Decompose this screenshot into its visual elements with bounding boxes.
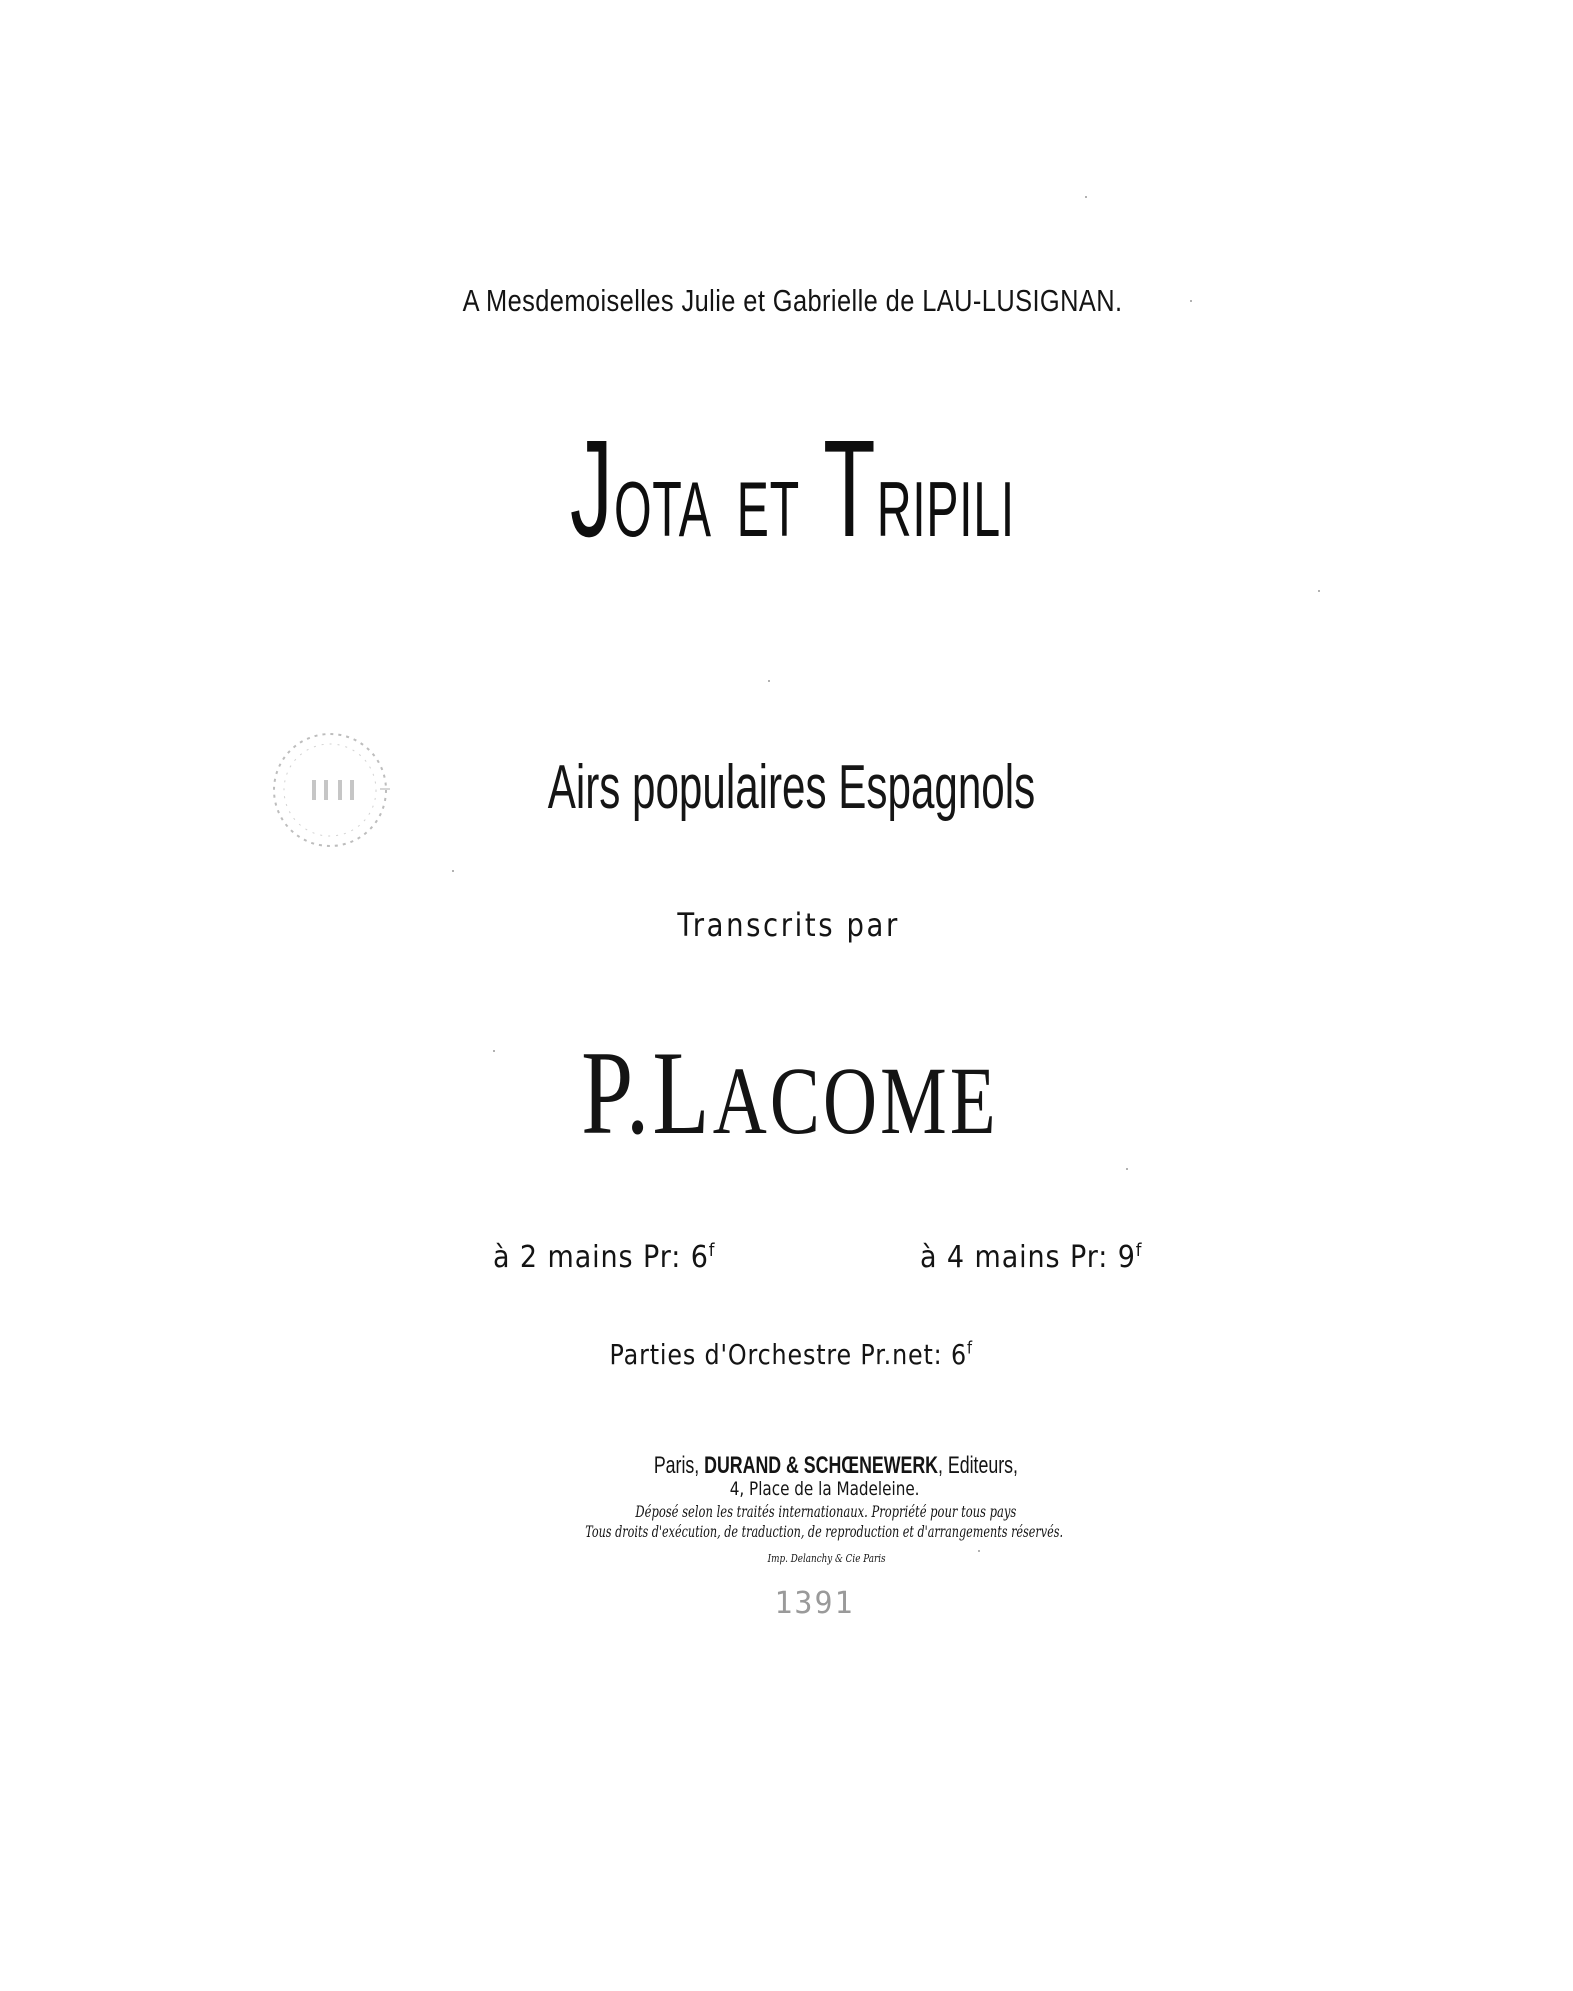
title-initial-t: T bbox=[823, 412, 877, 566]
publisher-city: Paris, bbox=[653, 1452, 705, 1479]
dedication: A Mesdemoiselles Julie et Gabrielle de LAU-LUSIGNAN. bbox=[462, 283, 1123, 318]
print-speck bbox=[1085, 196, 1087, 198]
print-speck bbox=[493, 1050, 495, 1052]
legal-notice-1: Déposé selon les traités internationaux. Propriété pour tous pays bbox=[635, 1502, 1017, 1521]
legal-notice-2: Tous droits d'exécution, de traduction, de reproduction et d'arrangements réservés. bbox=[585, 1522, 1064, 1541]
publisher-line bbox=[254, 1452, 1418, 1480]
composer-surname-initial: L bbox=[652, 1026, 713, 1159]
publisher-address: 4, Place de la Madeleine. bbox=[729, 1478, 920, 1500]
subtitle: Airs populaires Espagnols bbox=[547, 753, 1036, 822]
transcribed-by-line: Transcrits par bbox=[677, 906, 900, 944]
price-two-hands bbox=[493, 1240, 715, 1275]
print-speck bbox=[452, 870, 454, 872]
orchestra-parts-text: Parties d'Orchestre Pr.net: 6 bbox=[609, 1338, 967, 1371]
price-four-hands bbox=[920, 1240, 1142, 1275]
price-four-hands-text: à 4 mains Pr: 9 bbox=[920, 1240, 1136, 1275]
print-speck bbox=[768, 680, 770, 682]
title-initial-j: J bbox=[569, 412, 614, 566]
composer-name bbox=[176, 1026, 1403, 1159]
title-rest-ripili: RIPILI bbox=[876, 465, 1015, 553]
print-speck bbox=[1190, 300, 1192, 302]
composer-initial: P. bbox=[581, 1026, 653, 1159]
print-speck bbox=[1126, 1168, 1128, 1170]
printer-imprint: Imp. Delanchy & Cie Paris bbox=[767, 1552, 886, 1565]
publisher-role: , Editeurs, bbox=[937, 1452, 1018, 1479]
orchestra-parts-price bbox=[123, 1338, 1460, 1371]
title-connector: ET bbox=[736, 465, 800, 553]
plate-number: 1391 bbox=[774, 1586, 855, 1621]
price-two-hands-unit: f bbox=[708, 1240, 716, 1261]
orchestra-parts-unit: f bbox=[966, 1338, 973, 1359]
title-rest-ota: OTA bbox=[613, 465, 712, 553]
price-four-hands-unit: f bbox=[1135, 1240, 1143, 1261]
composer-surname-rest: ACOME bbox=[712, 1047, 999, 1154]
publisher-name: DURAND & SCHŒNEWERK bbox=[704, 1452, 938, 1479]
print-speck bbox=[978, 1550, 980, 1552]
print-speck bbox=[1318, 590, 1320, 592]
work-title bbox=[305, 412, 1280, 566]
price-two-hands-text: à 2 mains Pr: 6 bbox=[493, 1240, 709, 1275]
